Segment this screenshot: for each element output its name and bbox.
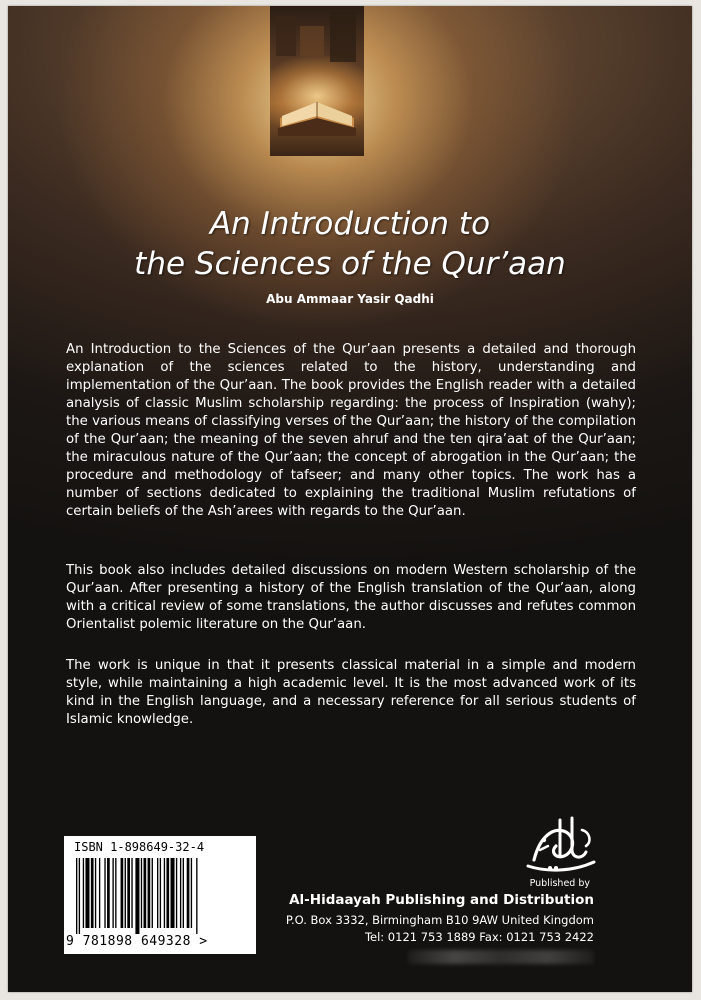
- book-back-cover: [8, 6, 692, 992]
- barcode-bar: [144, 858, 147, 928]
- barcode-bar: [191, 858, 192, 928]
- barcode-bar: [107, 858, 110, 928]
- publisher-address: P.O. Box 3332, Birmingham B10 9AW United Kingdom: [285, 913, 594, 927]
- isbn-barcode: [64, 836, 256, 954]
- open-book-photo: [270, 6, 364, 156]
- book-title: [8, 204, 692, 284]
- title-line-1: An Introduction to: [209, 206, 491, 242]
- barcode-bar: [104, 858, 105, 928]
- barcode-bar: [160, 858, 161, 928]
- barcode-bar: [83, 858, 84, 928]
- barcode-bar: [187, 858, 190, 928]
- published-by-label: Published by: [529, 878, 590, 889]
- barcode-bar: [91, 858, 94, 928]
- barcode-bar: [171, 858, 175, 928]
- barcode-bar: [135, 858, 139, 934]
- barcode-bar: [125, 858, 126, 928]
- barcode-bar: [148, 858, 151, 928]
- barcode-number: 9 781898 649328 >: [66, 934, 208, 949]
- barcode-bar: [131, 858, 132, 928]
- barcode-bar: [152, 858, 153, 928]
- author-name: Abu Ammaar Yasir Qadhi: [266, 292, 434, 306]
- barcode-bar: [115, 858, 116, 928]
- description-paragraph-2: This book also includes detailed discussions on modern Western scholarship of the Qur’aan. After presenting a history of the English translation of the Qur’aan, along with a critical review of some translations, the author discusses and refutes common Orientalist polemic literature on the Qur’aan.: [66, 563, 636, 632]
- barcode-bar: [157, 858, 158, 928]
- barcode-bar: [99, 858, 100, 928]
- publisher-phone: Tel: 0121 753 1889 Fax: 0121 753 2422: [364, 930, 594, 944]
- barcode-bar: [127, 858, 130, 928]
- barcode-bar: [85, 858, 89, 928]
- barcode-bar: [76, 858, 77, 934]
- barcode-bar: [166, 858, 169, 928]
- barcode-bar: [141, 858, 142, 928]
- barcode-bar: [176, 858, 177, 928]
- publisher-name: Al-Hidaayah Publishing and Distribution: [289, 892, 594, 908]
- barcode-bars: [76, 858, 244, 934]
- isbn-label: ISBN 1-898649-32-4: [74, 840, 205, 854]
- barcode-bar: [112, 858, 113, 928]
- barcode-bar: [180, 858, 181, 928]
- publisher-email-blurred: [408, 950, 594, 964]
- description-paragraph-1: An Introduction to the Sciences of the Qur’aan presents a detailed and thorough explanation of the sciences related to the history, understanding and implementation of the Qur’aan. The book provides the English reader with a detailed analysis of classic Muslim scholarship regarding: the process of Inspiration (wahy); the various means of classifying verses of the Qur’aan; the history of the compilation of the Qur’aan; the meaning of the seven ahruf and the ten qira’aat of the Qur’aan; the miraculous nature of the Qur’aan; the concept of abrogation in the Qur’aan; the procedure and methodology of tafseer; and many other topics. The work has a number of sections dedicated to explaining the traditional Muslim refutations of certain beliefs of the Ash’arees with regards to the Qur’aan.: [66, 342, 636, 519]
- barcode-bar: [95, 858, 96, 928]
- title-line-2: the Sciences of the Qur’aan: [134, 246, 566, 282]
- barcode-bar: [164, 858, 165, 928]
- barcode-bar: [79, 858, 80, 934]
- description-paragraph-3: The work is unique in that it presents classical material in a simple and modern style, while maintaining a high academic level. It is the most advanced work of its kind in the English language, and a necessary reference for all serious students of Islamic knowledge.: [66, 658, 636, 727]
- barcode-bar: [121, 858, 124, 928]
- barcode-bar: [183, 858, 184, 928]
- arabic-calligraphy-logo: [520, 810, 602, 876]
- barcode-bar: [196, 858, 197, 934]
